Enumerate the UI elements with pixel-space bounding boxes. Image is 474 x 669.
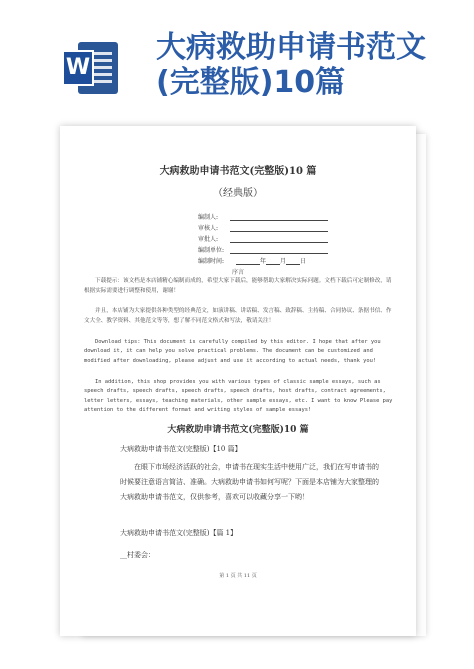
intro-paragraph-en-2: In addition, this shop provides you with various types of classic sample essays, such as speech drafts, speech drafts, speech drafts, speech drafts, host drafts, contract agreements, letter letters, essays, teaching materials, other sample essays, etc. I want to know Please pay attention to the different format and writing styles of sample essays! — [84, 379, 393, 414]
field-editor — [198, 210, 328, 221]
date-year: 年 — [260, 258, 267, 265]
intro-paragraph-cn-2: 并且，本店铺为大家提供各种类型的经典范文，如演讲稿、讲话稿、发言稿、致辞稿、主持稿、合同协议、条据书信、作文大全、教学资料、其他范文等等，想了解不同范文格式和写法，敬请关注！ — [84, 308, 392, 324]
field-label: 编制人: — [198, 214, 219, 221]
page2-paragraph: 在眼下市场经济活跃的社会，申请书在现实生活中使用广泛，我们在写申请书的时候要注意语言简洁、准确。大病救助申请书如何写呢？下面是本店铺为大家整理的大病救助申请书范文，仅供参考，喜欢可以收藏分享一下哟！ — [120, 463, 379, 501]
header-banner — [0, 0, 474, 120]
field-line — [230, 223, 328, 232]
field-line — [230, 245, 328, 254]
page2-heading: 大病救助申请书范文(完整版)【10 篇】 — [120, 445, 242, 453]
doc-title: 大病救助申请书范文(完整版)10 篇 — [159, 166, 317, 177]
field-label: 审批人: — [198, 236, 219, 243]
field-date — [198, 254, 328, 265]
date-month: 月 — [280, 258, 287, 265]
date-blank — [286, 256, 300, 265]
field-label: 审核人: — [198, 225, 219, 232]
field-label: 编制时间: — [198, 258, 225, 265]
date-blank — [236, 256, 260, 265]
cover-page — [60, 126, 416, 426]
date-day: 日 — [300, 258, 307, 265]
date-blank — [266, 256, 280, 265]
info-fields — [198, 210, 328, 265]
doc-subtitle: （经典版） — [213, 188, 263, 199]
content-page — [60, 422, 416, 636]
intro-paragraph-cn-1: 下载提示：该文档是本店铺精心编制而成的，希望大家下载后，能够帮助大家解决实际问题。文档下载后可定制修改，请根据实际需要进行调整和使用，谢谢！ — [84, 278, 392, 294]
page2-title: 大病救助申请书范文(完整版)10 篇 — [167, 425, 309, 435]
preface-heading: 序言 — [231, 269, 244, 276]
document-preview — [60, 126, 416, 636]
page2-salutation: __村委会： — [120, 551, 155, 559]
field-unit — [198, 243, 328, 254]
page2-section-heading: 大病救助申请书范文(完整版)【篇 1】 — [120, 529, 238, 537]
intro-paragraph-en-1: Download tips: This document is carefully compiled by this editor. I hope that after you download it, it can help you solve practical problems. The document can be customized and modified after downloading, please adjust and use it according to actual needs, thank you! — [84, 339, 381, 364]
field-label: 编制单位: — [198, 247, 225, 254]
field-line — [230, 212, 328, 221]
field-line — [230, 234, 328, 243]
word-document-icon — [62, 38, 122, 98]
field-reviewer — [198, 221, 328, 232]
banner-title: 大病救助申请书范文(完整版)10篇 — [156, 30, 426, 100]
field-approver — [198, 232, 328, 243]
page-footer: 第 1 页 共 11 页 — [219, 573, 257, 579]
word-letter: W — [62, 50, 94, 86]
